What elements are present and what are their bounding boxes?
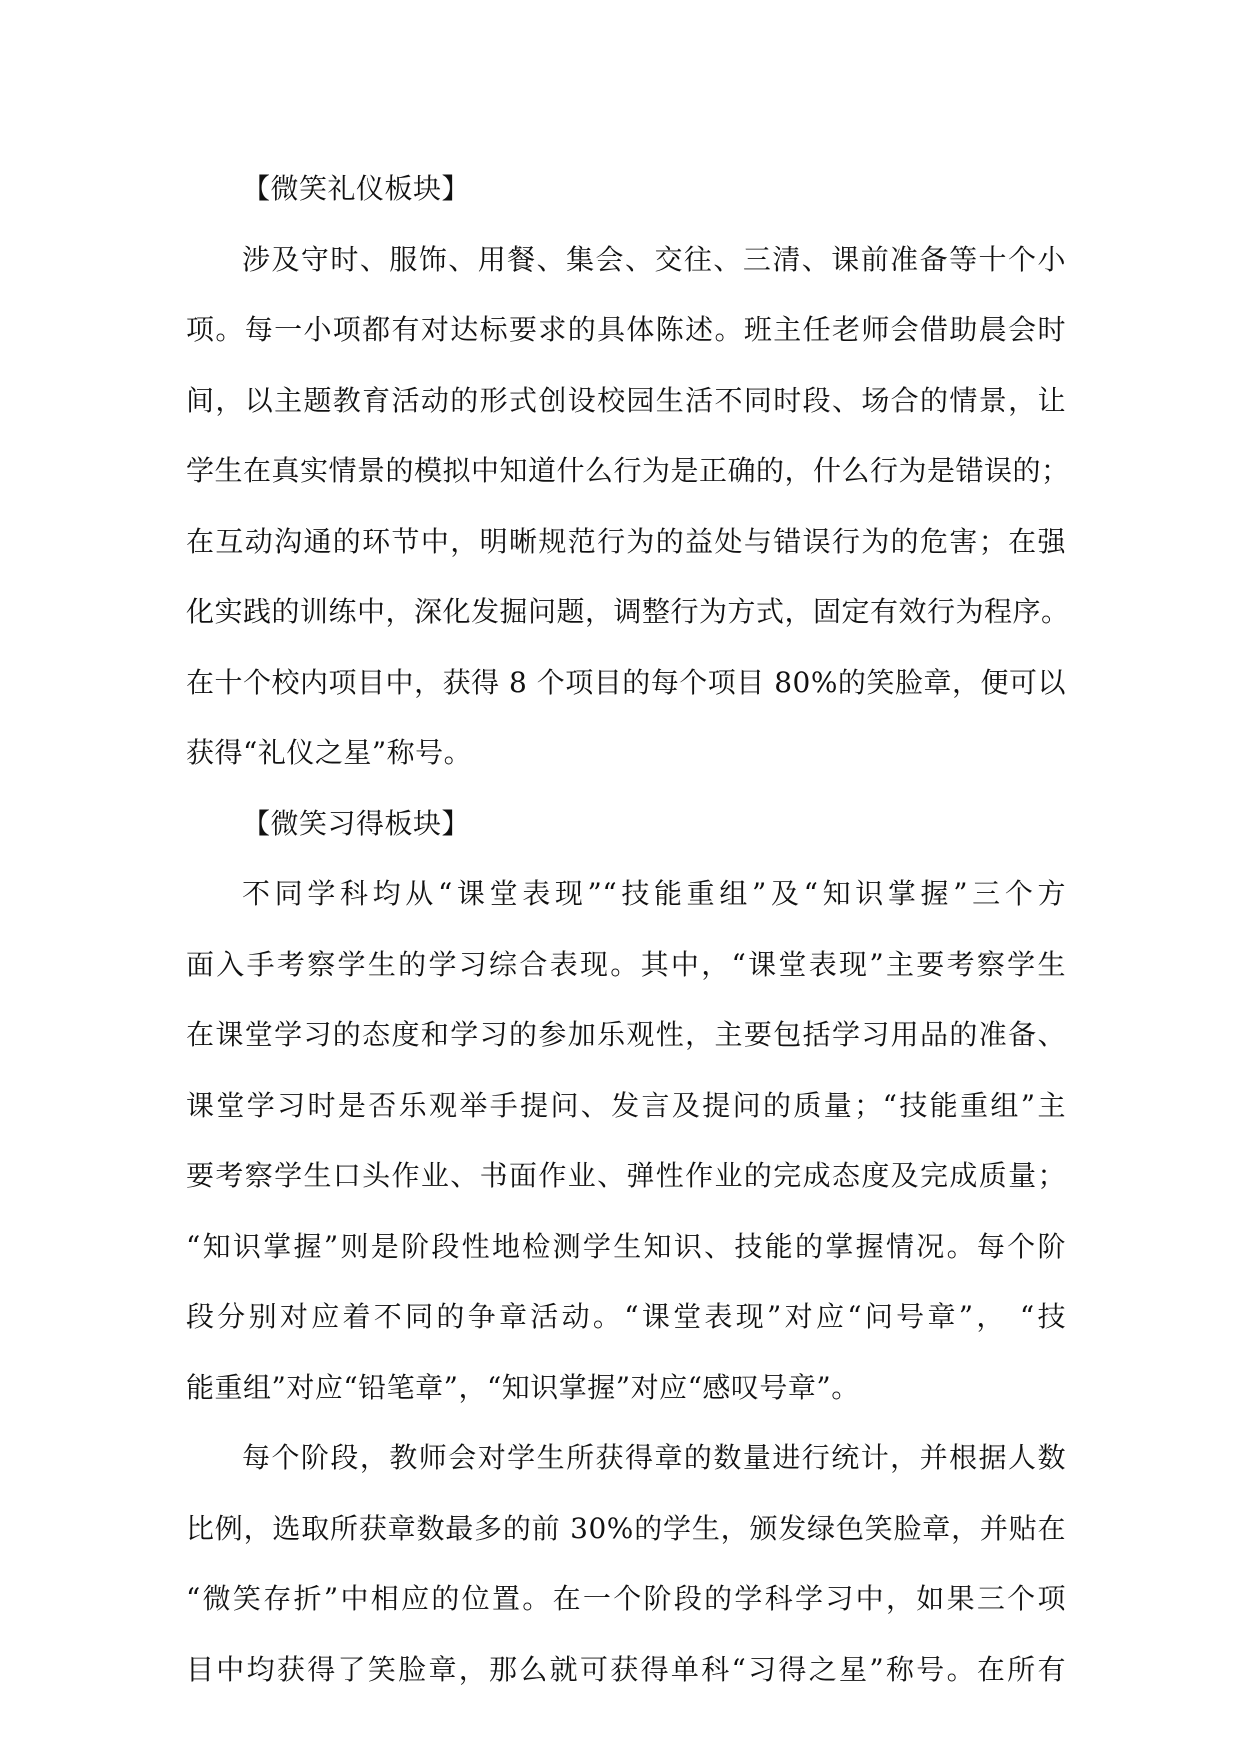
document-body — [186, 154, 1070, 1705]
paragraph-line: 比例，选取所获章数最多的前 30%的学生，颁发绿色笑脸章，并贴在 — [186, 1511, 1066, 1545]
paragraph-line: 在十个校内项目中，获得 8 个项目的每个项目 80%的笑脸章，便可以 — [186, 665, 1066, 699]
paragraph-line: 目中均获得了笑脸章，那么就可获得单科“习得之星”称号。在所有 — [186, 1652, 1066, 1686]
paragraph-line: “微笑存折”中相应的位置。在一个阶段的学科学习中，如果三个项 — [186, 1582, 1066, 1615]
paragraph-line: 每个阶段，教师会对学生所获得章的数量进行统计，并根据人数 — [242, 1441, 1066, 1474]
paragraph-line: 要考察学生口头作业、书面作业、弹性作业的完成态度及完成质量； — [186, 1159, 1066, 1192]
paragraph-line: 不同学科均从“课堂表现”“技能重组”及“知识掌握”三个方 — [242, 877, 1066, 910]
paragraph-line: 间，以主题教育活动的形式创设校园生活不同时段、场合的情景，让 — [186, 383, 1066, 417]
paragraph-line: 项。每一小项都有对达标要求的具体陈述。班主任老师会借助晨会时 — [186, 313, 1066, 346]
paragraph-line: “知识掌握”则是阶段性地检测学生知识、技能的掌握情况。每个阶 — [186, 1229, 1066, 1263]
paragraph-line: 在课堂学习的态度和学习的参加乐观性，主要包括学习用品的准备、 — [186, 1018, 1066, 1051]
paragraph-line: 能重组”对应“铅笔章”，“知识掌握”对应“感叹号章”。 — [186, 1370, 860, 1404]
paragraph-line: 课堂学习时是否乐观举手提问、发言及提问的质量；“技能重组”主 — [186, 1088, 1066, 1122]
paragraph-line: 在互动沟通的环节中，明晰规范行为的益处与错误行为的危害；在强 — [186, 524, 1066, 558]
section-heading-learning: 【微笑习得板块】 — [242, 806, 471, 840]
paragraph-line: 化实践的训练中，深化发掘问题，调整行为方式，固定有效行为程序。 — [186, 595, 1070, 628]
paragraph-line: 段分别对应着不同的争章活动。“课堂表现”对应“问号章”， “技 — [186, 1300, 1066, 1333]
paragraph-line: 涉及守时、服饰、用餐、集会、交往、三清、课前准备等十个小 — [242, 242, 1066, 276]
paragraph-line: 获得“礼仪之星”称号。 — [186, 736, 473, 769]
paragraph-line: 面入手考察学生的学习综合表现。其中，“课堂表现”主要考察学生 — [186, 947, 1066, 981]
section-heading-etiquette: 【微笑礼仪板块】 — [242, 172, 471, 205]
paragraph-line: 学生在真实情景的模拟中知道什么行为是正确的，什么行为是错误的； — [186, 454, 1070, 487]
